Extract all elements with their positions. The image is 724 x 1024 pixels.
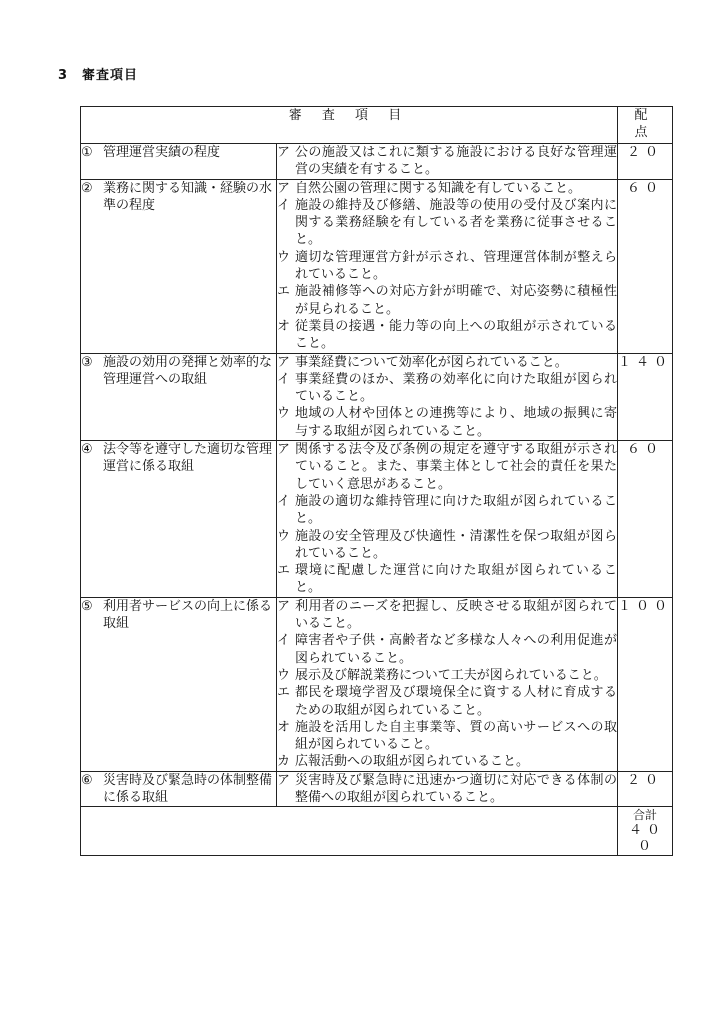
table-row — [81, 353, 673, 440]
criterion-item — [277, 197, 617, 249]
criterion-mark: ア — [277, 180, 291, 196]
criterion-mark: ア — [277, 145, 291, 160]
criterion-item — [277, 684, 617, 719]
criterion-mark: ウ — [277, 667, 291, 683]
table-header-row — [81, 107, 673, 144]
criterion-mark: イ — [277, 371, 291, 387]
criterion-text: 災害時及び緊急時に迅速かつ適切に対応できる体制の整備への取組が図られていること。 — [295, 772, 617, 805]
criterion-mark: エ — [277, 685, 291, 701]
total-row — [81, 807, 673, 856]
criteria-cell — [277, 597, 618, 771]
category-label: 管理運営実績の程度 — [103, 145, 221, 160]
criterion-item — [277, 441, 617, 493]
criterion-text: 施設の安全管理及び快適性・清潔性を保つ取組が図られていること。 — [295, 528, 617, 561]
table-row — [81, 441, 673, 598]
criterion-mark: イ — [277, 197, 291, 213]
criteria-cell — [277, 353, 618, 440]
criterion-item — [277, 753, 617, 770]
total-cell — [618, 807, 673, 856]
criterion-item — [277, 144, 617, 179]
section-title: 審査項目 — [82, 68, 139, 83]
criterion-mark: オ — [277, 318, 291, 334]
criterion-text: 地域の人材や団体との連携等により、地域の振興に寄与する取組が図られていること。 — [295, 406, 617, 439]
criterion-text: 環境に配慮した運営に向けた取組が図られていること。 — [295, 563, 617, 596]
criterion-item — [277, 528, 617, 563]
category-number: ⑥ — [81, 772, 93, 788]
criterion-text: 都民を環境学習及び環境保全に資する人材に育成するための取組が図られていること。 — [295, 685, 617, 718]
criteria-cell — [277, 144, 618, 180]
criterion-mark: イ — [277, 633, 291, 649]
category-cell — [81, 441, 277, 598]
points-cell: ６０ — [618, 179, 673, 353]
criterion-item — [277, 632, 617, 667]
criterion-text: 施設の維持及び修繕、施設等の使用の受付及び案内に関する業務経験を有している者を業務に従事させること。 — [295, 197, 617, 248]
category-cell — [81, 144, 277, 180]
criterion-mark: ア — [277, 598, 291, 614]
criterion-mark: ア — [277, 772, 291, 788]
category-number: ③ — [81, 354, 93, 370]
criterion-mark: ア — [277, 354, 291, 370]
category-label: 法令等を遵守した適切な管理運営に係る取組 — [103, 442, 273, 475]
criterion-mark: ウ — [277, 406, 291, 422]
points-cell: １００ — [618, 597, 673, 771]
criterion-text: 広報活動への取組が図られていること。 — [295, 754, 530, 770]
category-cell — [81, 771, 277, 807]
total-label: 合計 — [632, 808, 657, 823]
review-criteria-table — [80, 106, 673, 856]
category-number: ② — [81, 180, 93, 196]
section-heading — [58, 64, 138, 83]
criterion-item — [277, 562, 617, 597]
table-body — [81, 144, 673, 807]
criterion-mark: ウ — [277, 249, 291, 265]
total-value: ４００ — [628, 823, 665, 855]
criterion-item — [277, 249, 617, 284]
criterion-item — [277, 180, 617, 197]
criterion-text: 自然公園の管理に関する知識を有していること。 — [295, 180, 582, 196]
category-number: ⑤ — [81, 598, 93, 614]
criterion-item — [277, 772, 617, 807]
category-cell — [81, 179, 277, 353]
total-blank-cell — [81, 807, 618, 856]
category-cell — [81, 597, 277, 771]
criterion-item — [277, 493, 617, 528]
category-label: 業務に関する知識・経験の水準の程度 — [103, 180, 273, 213]
category-cell — [81, 353, 277, 440]
criterion-item — [277, 354, 617, 371]
category-label: 災害時及び緊急時の体制整備に係る取組 — [103, 772, 273, 805]
points-cell: ２０ — [618, 771, 673, 807]
criterion-mark: オ — [277, 719, 291, 735]
header-points: 配 点 — [618, 107, 673, 144]
criterion-mark: エ — [277, 284, 291, 300]
criterion-item — [277, 318, 617, 353]
criterion-item — [277, 598, 617, 633]
criterion-mark: ア — [277, 442, 291, 458]
criterion-text: 障害者や子供・高齢者など多様な人々への利用促進が図られていること。 — [295, 633, 617, 666]
criterion-text: 施設を活用した自主事業等、質の高いサービスへの取組が図られていること。 — [295, 719, 617, 753]
criterion-text: 展示及び解説業務について工夫が図られていること。 — [295, 667, 607, 683]
category-label: 施設の効用の発揮と効率的な管理運営への取組 — [103, 354, 273, 387]
table-row — [81, 179, 673, 353]
criteria-cell — [277, 441, 618, 598]
criterion-item — [277, 667, 617, 684]
criterion-text: 事業経費のほか、業務の効率化に向けた取組が図られていること。 — [295, 371, 617, 405]
points-cell: ２０ — [618, 144, 673, 180]
table-row — [81, 771, 673, 807]
category-label: 利用者サービスの向上に係る取組 — [103, 598, 273, 632]
criterion-item — [277, 405, 617, 440]
category-number: ① — [81, 145, 93, 160]
criterion-mark: イ — [277, 493, 291, 509]
criteria-cell — [277, 179, 618, 353]
criterion-text: 利用者のニーズを把握し、反映させる取組が図られていること。 — [295, 598, 617, 632]
points-cell: １４０ — [618, 353, 673, 440]
category-number: ④ — [81, 442, 93, 458]
criterion-text: 施設補修等への対応方針が明確で、対応姿勢に積極性が見られること。 — [295, 284, 617, 317]
criterion-text: 適切な管理運営方針が示され、管理運営体制が整えられていること。 — [295, 249, 617, 283]
criterion-text: 公の施設又はこれに類する施設における良好な管理運営の実績を有すること。 — [295, 145, 617, 178]
criterion-item — [277, 371, 617, 406]
criterion-text: 事業経費について効率化が図られていること。 — [295, 354, 568, 370]
criterion-mark: ウ — [277, 528, 291, 544]
criterion-text: 従業員の接遇・能力等の向上への取組が示されていること。 — [295, 318, 617, 352]
criterion-mark: エ — [277, 563, 291, 579]
table-row — [81, 597, 673, 771]
section-number: 3 — [58, 68, 69, 83]
criterion-text: 施設の適切な維持管理に向けた取組が図られていること。 — [295, 493, 617, 527]
header-review-items: 審 査 項 目 — [81, 107, 618, 144]
criterion-item — [277, 719, 617, 754]
table-row — [81, 144, 673, 180]
criterion-text: 関係する法令及び条例の規定を遵守する取組が示されていること。また、事業主体として社会的責任を果たしていく意思があること。 — [295, 442, 617, 492]
points-cell: ６０ — [618, 441, 673, 598]
criteria-cell — [277, 771, 618, 807]
criterion-mark: カ — [277, 754, 291, 770]
criterion-item — [277, 283, 617, 318]
